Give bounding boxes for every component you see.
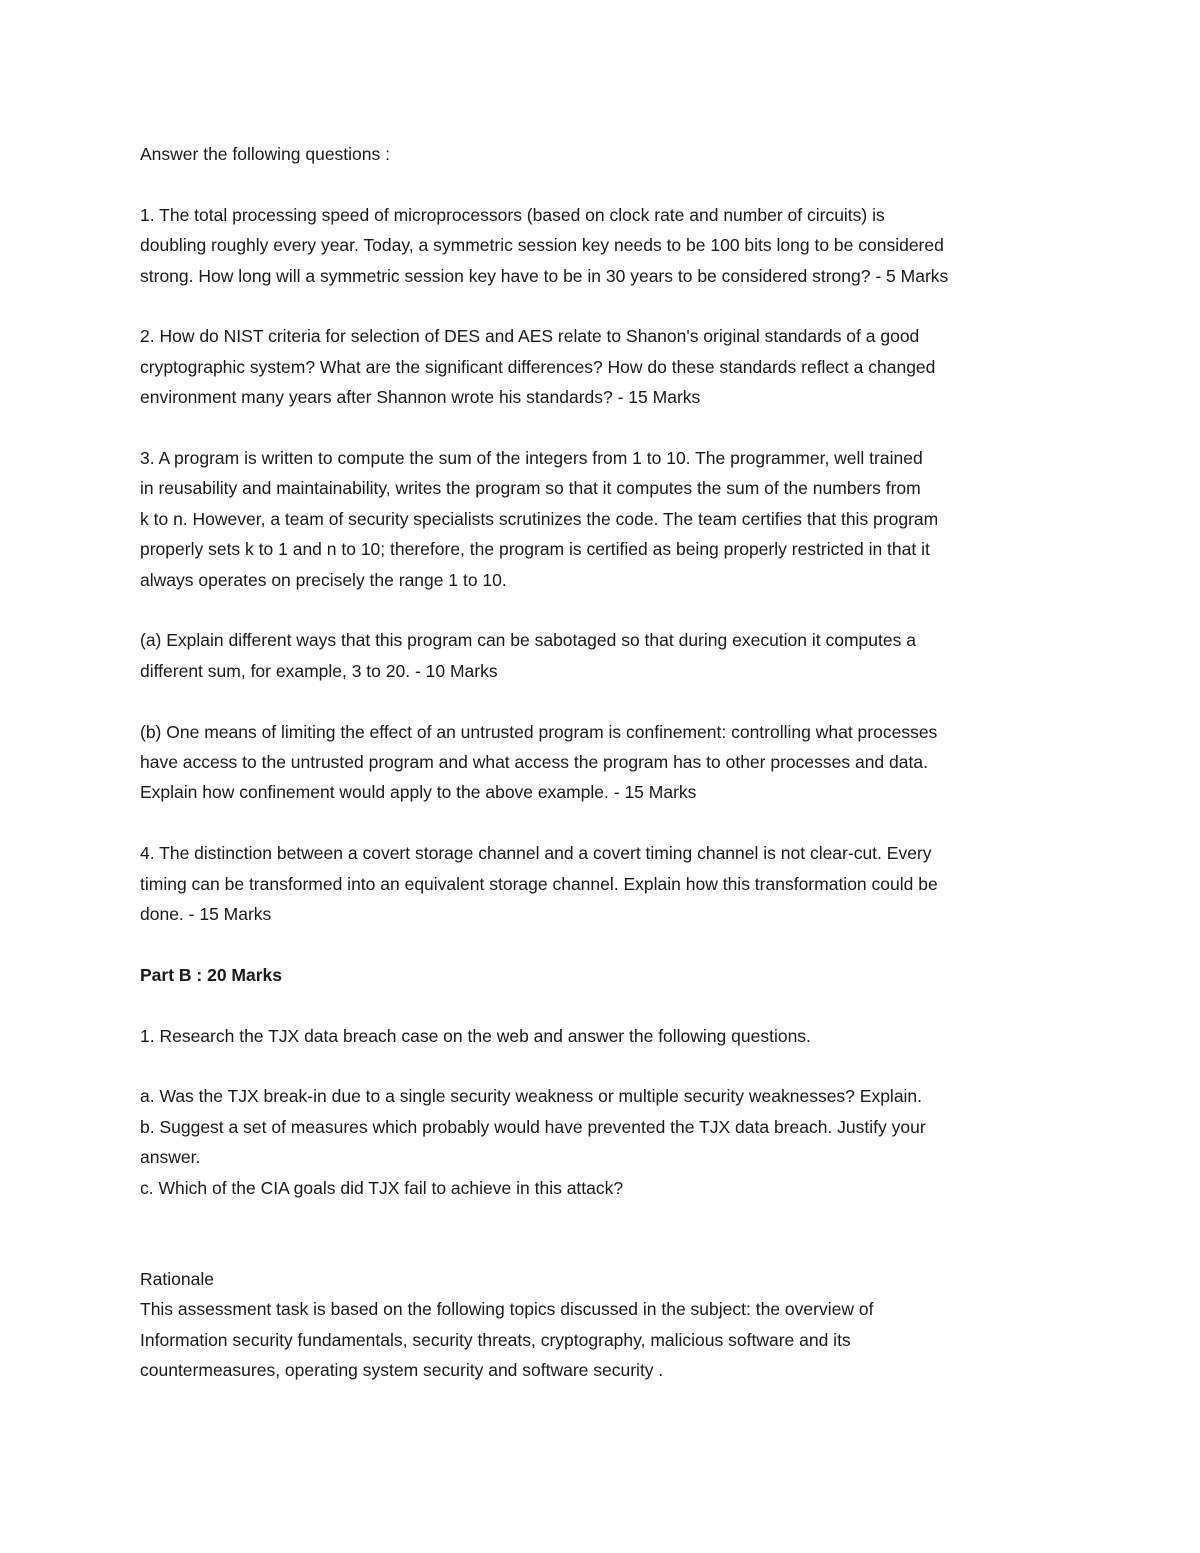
part-b-question-1 xyxy=(140,1021,1070,1051)
question-2-line: cryptographic system? What are the significant differences? How do these standards reflect a changed xyxy=(140,356,936,377)
question-3b-line: Explain how confinement would apply to the above example. - 15 Marks xyxy=(140,782,697,803)
question-4-line: done. - 15 Marks xyxy=(140,904,272,925)
part-b-heading xyxy=(140,960,1070,990)
rationale-section xyxy=(140,1264,1070,1386)
question-3b-line: have access to the untrusted program and what access the program has to other processes and data. xyxy=(140,752,928,773)
question-1-line: strong. How long will a symmetric session key have to be in 30 years to be considered strong? - 5 Marks xyxy=(140,265,949,286)
question-4-line: 4. The distinction between a covert storage channel and a covert timing channel is not clear-cut. Every xyxy=(140,843,932,864)
question-3-line: properly sets k to 1 and n to 10; therefore, the program is certified as being properly restricted in that it xyxy=(140,539,930,560)
rationale-line: This assessment task is based on the following topics discussed in the subject: the overview of xyxy=(140,1299,874,1320)
question-3-line: always operates on precisely the range 1 to 10. xyxy=(140,569,507,590)
question-3b xyxy=(140,717,1070,808)
part-b-item: answer. xyxy=(140,1147,201,1168)
document-page xyxy=(140,139,1070,1386)
question-3-line: 3. A program is written to compute the sum of the integers from 1 to 10. The programmer, well trained xyxy=(140,448,923,469)
question-3a-line: (a) Explain different ways that this program can be sabotaged so that during execution it computes a xyxy=(140,630,916,651)
rationale-heading: Rationale xyxy=(140,1268,214,1289)
question-2-line: environment many years after Shannon wrote his standards? - 15 Marks xyxy=(140,387,701,408)
rationale-line: countermeasures, operating system security and software security . xyxy=(140,1360,664,1381)
part-b-heading-text: Part B : 20 Marks xyxy=(140,964,283,985)
question-3b-line: (b) One means of limiting the effect of an untrusted program is confinement: controlling what processes xyxy=(140,721,938,742)
part-b-item: c. Which of the CIA goals did TJX fail to achieve in this attack? xyxy=(140,1177,624,1198)
question-2-line: 2. How do NIST criteria for selection of DES and AES relate to Shanon's original standards of a good xyxy=(140,326,920,347)
question-1 xyxy=(140,200,1070,291)
question-2 xyxy=(140,321,1070,412)
question-4 xyxy=(140,838,1070,929)
question-3-line: in reusability and maintainability, writes the program so that it computes the sum of the numbers from xyxy=(140,478,921,499)
question-1-line: doubling roughly every year. Today, a symmetric session key needs to be 100 bits long to be considered xyxy=(140,235,944,256)
question-4-line: timing can be transformed into an equivalent storage channel. Explain how this transformation could be xyxy=(140,873,938,894)
question-3a-line: different sum, for example, 3 to 20. - 10 Marks xyxy=(140,660,498,681)
part-b-question-1-text: 1. Research the TJX data breach case on the web and answer the following questions. xyxy=(140,1025,811,1046)
part-b-item: b. Suggest a set of measures which probably would have prevented the TJX data breach. Justify your xyxy=(140,1116,926,1137)
question-3 xyxy=(140,443,1070,595)
rationale-line: Information security fundamentals, security threats, cryptography, malicious software and its xyxy=(140,1329,851,1350)
question-1-line: 1. The total processing speed of microprocessors (based on clock rate and number of circuits) is xyxy=(140,204,885,225)
question-3a xyxy=(140,625,1070,686)
part-b-items xyxy=(140,1081,1070,1203)
part-b-item: a. Was the TJX break-in due to a single security weakness or multiple security weaknesses? Explain. xyxy=(140,1086,923,1107)
intro-line: Answer the following questions : xyxy=(140,144,390,164)
question-3-line: k to n. However, a team of security specialists scrutinizes the code. The team certifies that this program xyxy=(140,508,939,529)
intro-text xyxy=(140,139,1070,169)
